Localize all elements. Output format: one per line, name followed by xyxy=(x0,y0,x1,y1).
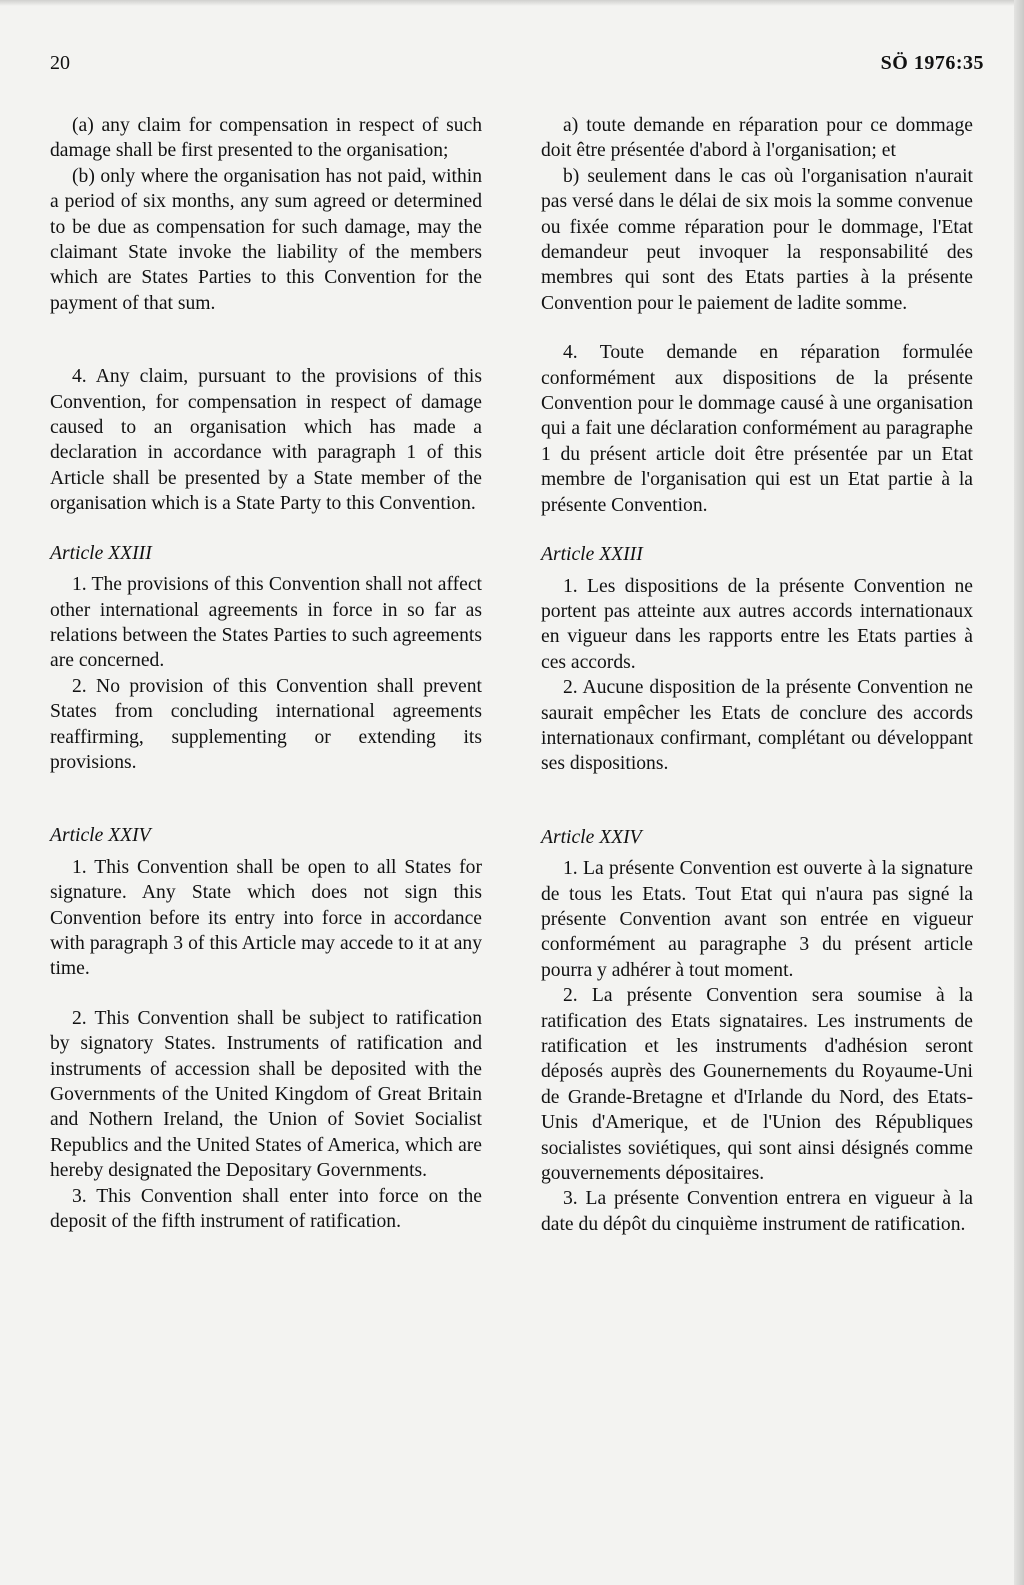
en-article-23-paragraph-2: 2. No provision of this Convention shall prevent States from concluding international agreements reaffirming, supplementing or extending its provisions. xyxy=(50,675,482,773)
fr-article-24-heading: Article XXIV xyxy=(541,826,642,848)
french-column xyxy=(541,113,973,1237)
english-column xyxy=(50,113,482,1234)
fr-paragraph-b: b) seulement dans le cas où l'organisation n'aurait pas versé dans le délai de six mois la somme convenue ou fixée comme réparation pour le dommage, l'Etat demandeur peut invoquer la responsabilité des membres qui sont des Etats parties à la présente Convention pour le paiement de ladite somme. xyxy=(541,165,973,314)
en-article-24-paragraph-3: 3. This Convention shall enter into force on the deposit of the fifth instrument of ratification. xyxy=(50,1185,482,1233)
page-top-edge xyxy=(0,0,1024,6)
fr-article-23-paragraph-1: 1. Les dispositions de la présente Convention ne portent pas atteinte aux autres accords internationaux en vigueur dans les rapports entre les Etats parties à ces accords. xyxy=(541,575,973,673)
page-number: 20 xyxy=(50,52,70,74)
document-reference: SÖ 1976:35 xyxy=(880,52,984,74)
en-article-23-heading: Article XXIII xyxy=(50,542,152,564)
en-article-24-paragraph-1: 1. This Convention shall be open to all States for signature. Any State which does not sign this Convention before its entry into force in accordance with paragraph 3 of this Article may accede to it at any time. xyxy=(50,856,482,980)
fr-article-24-paragraph-2: 2. La présente Convention sera soumise à la ratification des Etats signataires. Les instruments de ratification et les instruments d'adhésion seront déposés auprès des Gounernements du Royaume-Uni de Grande-Bretagne et d'Irlande du Nord, des Etats-Unis d'Amerique, et de l'Union des Républiques socialistes soviétiques, qui sont ainsi désignés comme gouvernements dépositaires. xyxy=(541,985,973,1185)
fr-article-24-paragraph-3: 3. La présente Convention entrera en vigueur à la date du dépôt du cinquième instrument de ratification. xyxy=(541,1188,973,1235)
fr-paragraph-4: 4. Toute demande en réparation formulée conformément aux dispositions de la présente Convention pour le dommage causé à une organisation qui a fait une déclaration conformément au paragraphe 1 du présent article doit être présentée par un Etat membre de l'organisation qui est un Etat partie à la présente Convention. xyxy=(541,342,973,516)
en-article-24-paragraph-2: 2. This Convention shall be subject to ratification by signatory States. Instruments of ratification and instruments of accession shall be deposited with the Governments of the United Kingdom of Great Britain and Nothern Ireland, the Union of Soviet Socialist Republics and the United States of America, which are hereby designated the Depositary Governments. xyxy=(50,1007,482,1182)
en-article-23-paragraph-1: 1. The provisions of this Convention shall not affect other international agreements in force in so far as relations between the States Parties to such agreements are concerned. xyxy=(50,574,482,672)
fr-article-23-paragraph-2: 2. Aucune disposition de la présente Convention ne saurait empêcher les Etats de conclure des accords internationaux confirmant, complétant ou développant ses dispositions. xyxy=(541,677,973,775)
page-right-edge xyxy=(1014,0,1024,1585)
en-paragraph-4: 4. Any claim, pursuant to the provisions of this Convention, for compensation in respect of damage caused to an organisation which has made a declaration in accordance with paragraph 1 of this Article shall be presented by a State member of the organisation which is a State Party to this Convention. xyxy=(50,366,482,515)
en-article-24-heading: Article XXIV xyxy=(50,825,151,847)
fr-paragraph-a: a) toute demande en réparation pour ce dommage doit être présentée d'abord à l'organisation; et xyxy=(541,115,973,162)
page-header xyxy=(50,52,984,80)
fr-article-24-paragraph-1: 1. La présente Convention est ouverte à la signature de tous les Etats. Tout Etat qui n'aura pas signé la présente Convention avant son entrée en vigueur conformément au paragraphe 3 du présent article pourra y adhérer à tout moment. xyxy=(541,858,973,981)
en-paragraph-a: (a) any claim for compensation in respect of such damage shall be first presented to the organisation; xyxy=(50,115,482,162)
fr-article-23-heading: Article XXIII xyxy=(541,544,643,566)
en-paragraph-b: (b) only where the organisation has not paid, within a period of six months, any sum agreed or determined to be due as compensation for such damage, may the claimant State invoke the liability of the members which are States Parties to this Convention for the payment of that sum. xyxy=(50,165,482,314)
